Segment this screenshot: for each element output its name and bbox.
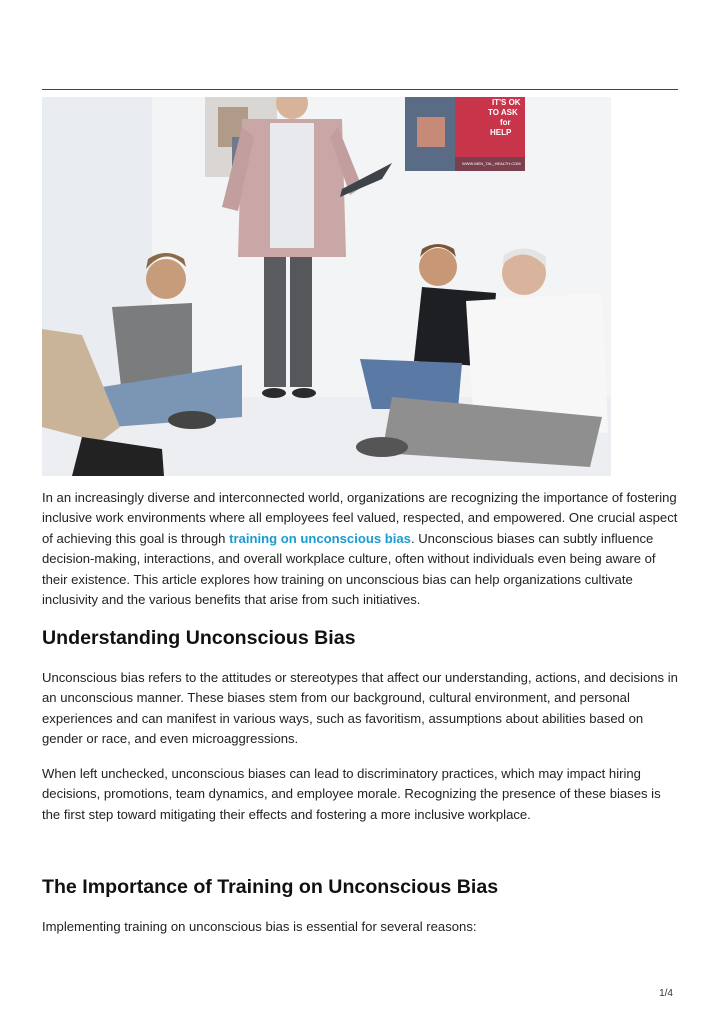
poster-line-4: HELP [490,128,512,137]
section-heading-importance: The Importance of Training on Unconscious Bias [42,876,499,898]
poster-line-2: TO ASK [488,108,518,117]
importance-paragraph-1: Implementing training on unconscious bias is essential for several reasons: [42,919,477,934]
right-poster [405,97,525,171]
poster-line-3: for [500,118,511,127]
intro-text-before-link: In an increasingly diverse and interconnected world, organizations are recognizing the importance of fostering inclusive work environments where all employees feel valued, respected, and empowered. One crucial aspect of achieving this goal is through [42,490,678,546]
article-photo [42,97,611,476]
intro-paragraph [42,488,678,610]
header-rule [42,89,678,90]
understanding-paragraph-2: When left unchecked, unconscious biases can lead to discriminatory practices, which may impact hiring decisions, promotions, team dynamics, and employee morale. Recognizing the presence of these biases is the first step toward mitigating their effects and fostering a more inclusive workplace. [42,766,661,822]
group-therapy-photo [42,97,611,476]
understanding-paragraph-1: Unconscious bias refers to the attitudes or stereotypes that affect our understanding, actions, and decisions in an unconscious manner. These biases stem from our background, cultural environment, and personal experiences and can manifest in various ways, such as favoritism, assumptions about abilities based on gender or race, and even microaggressions. [42,670,678,747]
poster-line-1: IT'S OK [492,98,521,107]
poster-url: WWW.MEN_TAL_HEALTH.COM [462,161,521,166]
page-number: 1/4 [659,988,673,999]
section-heading-understanding: Understanding Unconscious Bias [42,627,356,649]
training-link[interactable]: training on unconscious bias [229,530,411,546]
intro-text-after-link: . Unconscious biases can subtly influence decision-making, interactions, and overall workplace culture, often without individuals even being aware of their existence. This article explores how training on unconscious bias can help organizations cultivate inclusivity and the various benefits that arise from such initiatives. [42,530,656,608]
